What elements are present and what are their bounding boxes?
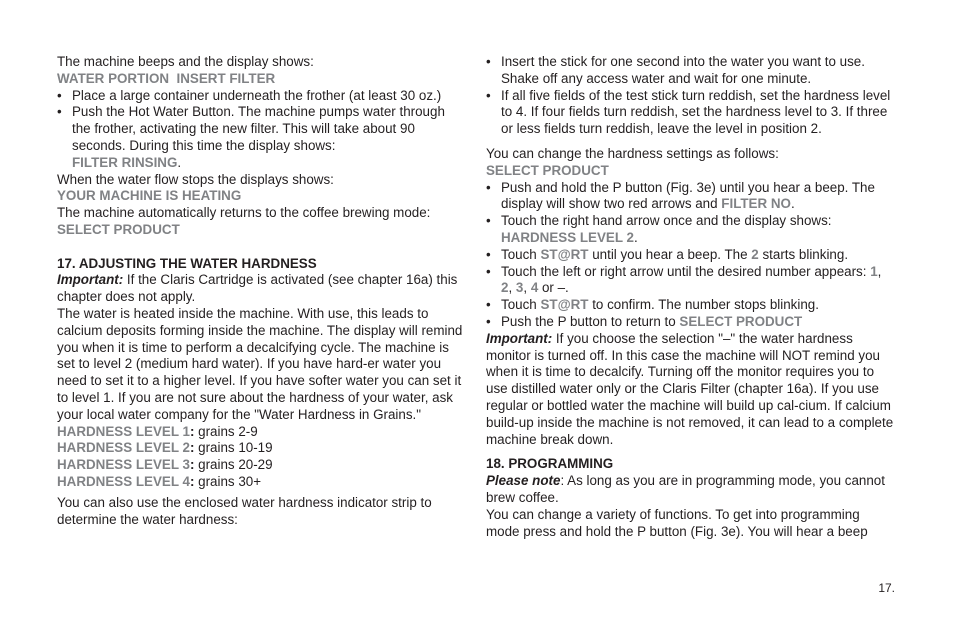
list-item <box>486 247 894 264</box>
list-item <box>486 213 894 247</box>
period: . <box>177 154 182 170</box>
bullet-text: Touch the left or right arrow until the desired number appears: <box>501 263 871 279</box>
hardness-steps-list <box>486 180 894 331</box>
left-column <box>57 54 465 528</box>
list-item <box>57 88 465 105</box>
hardness-grains: grains 10-19 <box>194 440 273 456</box>
colon: : <box>189 457 195 473</box>
hardness-grains: grains 20-29 <box>194 457 273 473</box>
start-button-label: ST@RT <box>540 297 589 313</box>
important-note <box>57 272 465 306</box>
please-note <box>486 473 894 507</box>
display-number: 2 <box>751 246 759 262</box>
change-intro: You can change the hardness settings as follows: <box>486 145 779 161</box>
filter-rinsing-line <box>57 155 465 172</box>
hardness-grains: grains 2-9 <box>194 423 258 439</box>
colon: : <box>189 423 195 439</box>
hardness-level-row <box>57 457 465 474</box>
test-stick-list <box>486 54 894 138</box>
important-text: If you choose the selection "–" the water hardness monitor is turned off. In this case the machine will NOT remind you when it is time to decalcify. Turning off the monitor requires you to use distilled water only or the Claris Filter (chapter 16a). If you use regular or bottled water the machine will build up cal-cium. If calcium build-up inside the machine is not removed, it can lead to a complete machine break down. <box>486 330 894 447</box>
display-filter-no: FILTER NO <box>721 196 791 212</box>
bullet-text: Push and hold the P button (Fig. 3e) until you hear a beep. The display will show two red arrows and <box>501 179 875 212</box>
hardness-level-row <box>57 424 465 441</box>
display-water-portion: WATER PORTION INSERT FILTER <box>57 70 276 86</box>
important-note <box>486 331 894 449</box>
comma: , <box>523 280 531 296</box>
list-item <box>486 88 894 138</box>
list-item <box>486 180 894 214</box>
page-number: 17. <box>878 581 895 595</box>
bullet-text: to confirm. The number stops blinking. <box>588 297 819 313</box>
water-heated-text: The water is heated inside the machine. With use, this leads to calcium deposits forming inside the machine. The display will remind you when it is time to perform a decalcifying cycle. The machine is set to level 2 (medium hard water). If you have hard-er water you need to set it to a higher level. If you have softer water you can set it to level 1. If you are not sure about the hardness of your water, ask your local water company for the "Water Hardness in Grains." <box>57 305 463 422</box>
list-item <box>486 297 894 314</box>
bullet-text: starts blinking. <box>758 246 849 262</box>
bullet-text: Touch <box>501 246 541 262</box>
filter-steps-list <box>57 88 465 155</box>
display-select-product: SELECT PRODUCT <box>679 313 803 329</box>
bullet-text: or –. <box>538 280 569 296</box>
bullet-text: Push the P button to return to <box>501 313 680 329</box>
bullet-text: Push the Hot Water Button. The machine pumps water through the frother, activating the new filter. This will take about 90 seconds. During this time the display shows: <box>72 104 445 153</box>
display-number: 1 <box>870 263 878 279</box>
returns-text: The machine automatically returns to the coffee brewing mode: <box>57 205 431 221</box>
hardness-level-row <box>57 474 465 491</box>
display-filter-rinsing: FILTER RINSING <box>72 154 178 170</box>
list-item <box>486 264 894 298</box>
display-number: 4 <box>530 280 539 296</box>
list-item <box>486 314 894 331</box>
list-item <box>486 54 894 88</box>
flow-stops-text: When the water flow stops the displays shows: <box>57 171 334 187</box>
bullet-text: Place a large container underneath the frother (at least 30 oz.) <box>72 87 442 103</box>
please-note-text: : As long as you are in programming mode, you cannot brew coffee. <box>486 473 885 505</box>
bullet-text: Touch the right hand arrow once and the display shows: <box>501 213 832 229</box>
comma: , <box>877 263 882 279</box>
period: . <box>790 196 795 212</box>
hardness-levels-list <box>57 424 465 491</box>
indicator-strip-text: You can also use the enclosed water hardness indicator strip to determine the water hardness: <box>57 494 432 527</box>
bullet-text: If all five fields of the test stick turn reddish, set the hardness level to 4. If four fields turn reddish, set the hardness level to 3. If three or less fields turn reddish, leave the level in position 2. <box>501 87 891 137</box>
display-number: 3 <box>515 280 524 296</box>
important-label: Important: <box>57 272 124 288</box>
display-select-product: SELECT PRODUCT <box>57 221 180 237</box>
spacer <box>486 138 894 146</box>
hardness-level-label: HARDNESS LEVEL 2 <box>57 440 190 456</box>
section-18-title: 18. PROGRAMMING <box>486 456 614 472</box>
list-item <box>57 104 465 154</box>
spacer <box>57 239 465 256</box>
colon: : <box>189 473 195 489</box>
bullet-text: Touch <box>501 297 541 313</box>
hardness-level-label: HARDNESS LEVEL 1 <box>57 423 190 439</box>
spacer <box>486 448 894 456</box>
bullet-text: until you hear a beep. The <box>588 246 752 262</box>
colon: : <box>189 440 195 456</box>
period: . <box>633 229 638 245</box>
important-label: Important: <box>486 330 553 346</box>
beeps-intro: The machine beeps and the display shows: <box>57 54 314 69</box>
hardness-grains: grains 30+ <box>194 473 262 489</box>
start-button-label: ST@RT <box>540 246 589 262</box>
display-heating: YOUR MACHINE IS HEATING <box>57 188 242 204</box>
important-text: If the Claris Cartridge is activated (see chapter 16a) this chapter does not apply. <box>57 272 458 305</box>
hardness-level-label: HARDNESS LEVEL 4 <box>57 473 190 489</box>
programming-text: You can change a variety of functions. To get into programming mode press and hold the P button (Fig. 3e). You will hear a beep <box>486 506 868 539</box>
display-number: 2 <box>501 280 509 296</box>
display-select-product: SELECT PRODUCT <box>486 162 609 178</box>
section-17-title: 17. ADJUSTING THE WATER HARDNESS <box>57 255 317 271</box>
please-note-label: Please note <box>486 473 561 489</box>
hardness-level-label: HARDNESS LEVEL 3 <box>57 457 190 473</box>
bullet-text: Insert the stick for one second into the water you want to use. Shake off any access water and wait for one minute. <box>501 54 865 86</box>
right-column <box>486 54 894 540</box>
display-hardness-level-2: HARDNESS LEVEL 2 <box>501 229 634 245</box>
comma: , <box>508 280 516 296</box>
hardness-level-row <box>57 440 465 457</box>
